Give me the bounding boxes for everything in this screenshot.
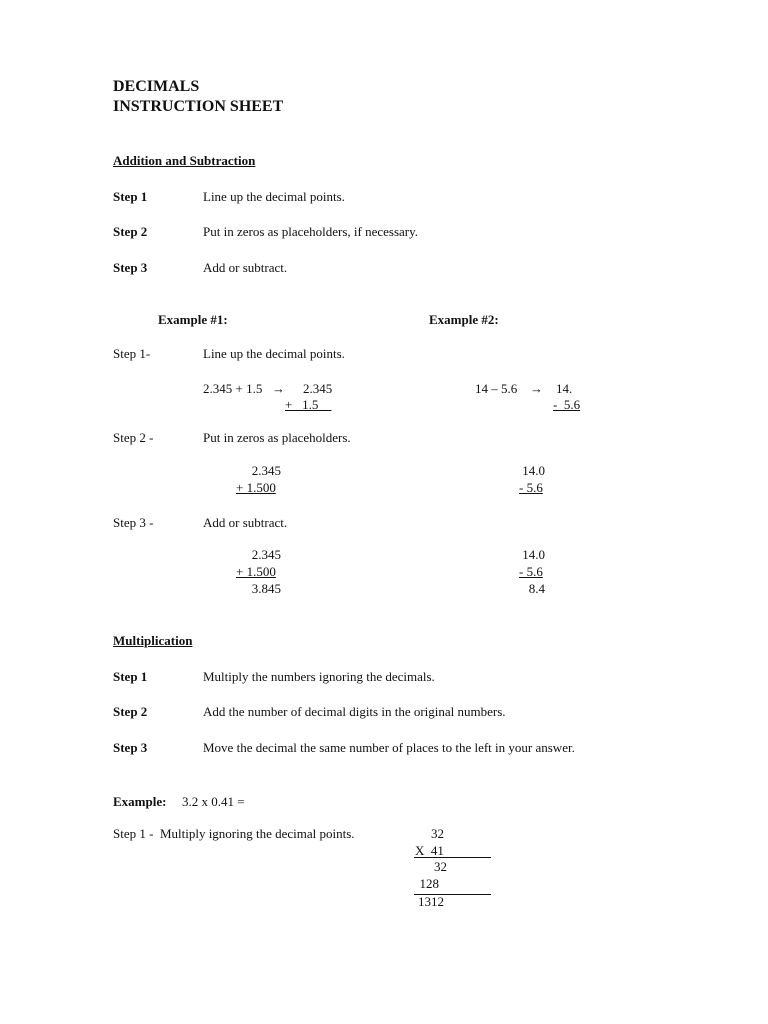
ex1-aligned-top: 2.345 [303, 381, 333, 396]
mult-example-label: Example: [113, 794, 167, 809]
title-instruction-sheet: INSTRUCTION SHEET [113, 98, 284, 115]
calc-partial-1: 32 [434, 859, 447, 874]
add-step-1-text: Line up the decimal points. [203, 189, 345, 204]
ex2-padded-top: 14.0 [522, 463, 545, 478]
mult-step-3-text: Move the decimal the same number of places to the left in your answer. [203, 740, 575, 755]
ex1-padded-top: 2.345 [251, 463, 281, 478]
ex2-padded-bottom: - 5.6 [519, 480, 543, 495]
example-2-label: Example #2: [429, 312, 499, 327]
mult-step-2-label: Step 2 [113, 704, 148, 719]
work-step-3-text: Add or subtract. [203, 515, 288, 530]
ex1-problem: 2.345 + 1.5 [203, 381, 263, 396]
mult-work-step-1: Step 1 - Multiply ignoring the decimal points. [113, 826, 355, 841]
calc-rule-1 [414, 857, 491, 858]
add-step-1-label: Step 1 [113, 189, 148, 204]
calc-partial-2: 128 [419, 876, 439, 891]
multiplication-heading: Multiplication [113, 633, 193, 648]
calc-product: 1312 [418, 894, 444, 906]
add-step-3-label: Step 3 [113, 260, 148, 275]
ex2-aligned-top: 14. [556, 381, 573, 396]
mult-step-3-label: Step 3 [113, 740, 148, 755]
ex2-result-bottom: - 5.6 [519, 564, 543, 579]
work-step-1-label: Step 1- [113, 346, 151, 361]
ex2-result-top: 14.0 [522, 547, 545, 562]
ex1-aligned-bottom: + 1.5__ [285, 397, 332, 412]
mult-step-1-text: Multiply the numbers ignoring the decimals. [203, 669, 435, 684]
addition-subtraction-heading: Addition and Subtraction [113, 153, 256, 168]
ex1-arrow-icon: → [272, 381, 285, 396]
ex1-answer: 3.845 [251, 581, 281, 596]
ex2-aligned-bottom: - 5.6 [553, 397, 581, 412]
title-decimals: DECIMALS [113, 78, 200, 95]
ex2-arrow-icon: → [530, 381, 543, 396]
mult-example-problem: 3.2 x 0.41 = [182, 794, 245, 809]
ex1-result-bottom: + 1.500 [236, 564, 276, 579]
ex2-answer: 8.4 [528, 581, 545, 596]
add-step-3-text: Add or subtract. [203, 260, 288, 275]
mult-step-2-text: Add the number of decimal digits in the original numbers. [203, 704, 506, 719]
work-step-1-text: Line up the decimal points. [203, 346, 345, 361]
ex1-result-top: 2.345 [251, 547, 281, 562]
work-step-2-text: Put in zeros as placeholders. [203, 430, 351, 445]
work-step-2-label: Step 2 - [113, 430, 154, 445]
mult-step-1-label: Step 1 [113, 669, 148, 684]
example-1-label: Example #1: [158, 312, 228, 327]
calc-top: 32 [431, 826, 444, 841]
work-step-3-label: Step 3 - [113, 515, 154, 530]
ex1-padded-bottom: + 1.500 [236, 480, 276, 495]
ex2-problem: 14 – 5.6 [475, 381, 518, 396]
calc-multiplier: X 41 [415, 843, 444, 858]
add-step-2-text: Put in zeros as placeholders, if necessary. [203, 224, 419, 239]
add-step-2-label: Step 2 [113, 224, 148, 239]
